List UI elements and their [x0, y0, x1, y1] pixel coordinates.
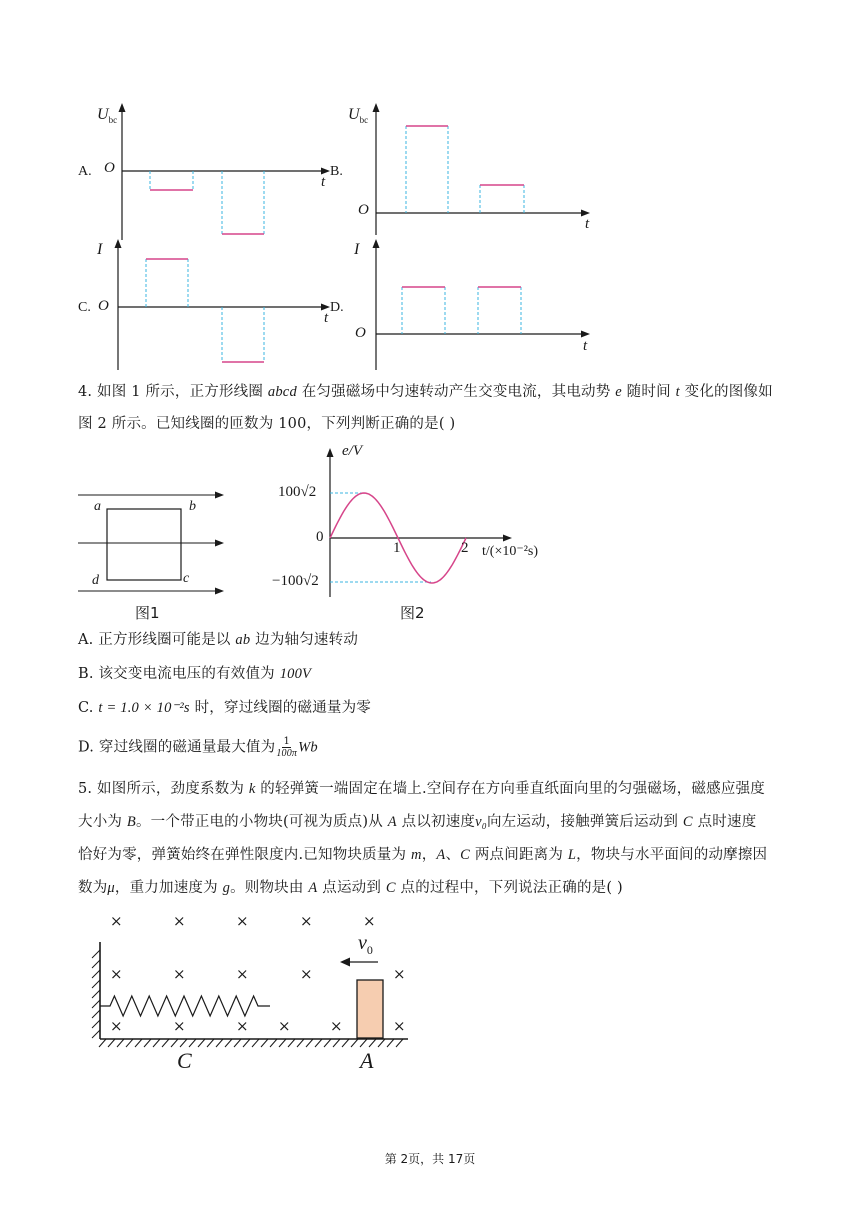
q4-option-b: B. 该交变电流电压的有效值为 100V — [78, 666, 312, 682]
graph-d-pulses — [402, 287, 521, 334]
ground-hatching — [99, 1039, 403, 1047]
q4-option-d: D. 穿过线圈的磁通量最大值为 $\frac{1}{100\pi}$ Wb — [78, 736, 318, 759]
q4-figure2 — [300, 442, 540, 602]
graph-c-origin: O — [98, 298, 109, 314]
wall-hatching — [92, 950, 100, 1038]
coil-label-a: a — [94, 499, 101, 514]
fig2-origin: 0 — [316, 529, 324, 545]
square-coil — [107, 509, 181, 580]
coil-label-d: d — [92, 573, 99, 588]
block — [357, 980, 383, 1038]
graph-d-ylabel: I — [354, 241, 360, 258]
q4-stem-line1: 4. 如图 1 所示，正方形线圈 abcd 在匀强磁场中匀速转动产生交变电流，其电动势 e 随时间 t 变化的图像如 — [78, 384, 773, 400]
graph-b-ylabel: $U_{bc}$ — [348, 106, 369, 126]
graph-b-xlabel: t — [585, 216, 590, 232]
v0-label: $v_0$ — [358, 932, 373, 957]
option-d-letter: D. — [330, 300, 344, 315]
field-cross: × — [173, 1017, 186, 1035]
field-cross: × — [300, 912, 313, 930]
graph-a-ylabel: $U_{bc}$ — [97, 106, 118, 126]
fig2-ytick-neg: −100√2 — [272, 573, 319, 589]
option-b-letter: B. — [330, 164, 343, 179]
graph-b-pulses — [406, 126, 524, 213]
graph-c-pulses — [146, 259, 264, 362]
figure1-caption: 图1 — [135, 604, 160, 622]
fig2-xtick-1: 1 — [393, 540, 401, 556]
field-cross: × — [363, 912, 376, 930]
coil-label-b: b — [189, 499, 196, 514]
option-a-letter: A. — [78, 164, 92, 179]
fig2-xlabel: t/(×10⁻²s) — [482, 544, 539, 559]
graph-a — [90, 100, 340, 250]
graph-c — [90, 236, 340, 374]
field-cross: × — [330, 1017, 343, 1035]
graph-b-origin: O — [358, 202, 369, 218]
graph-a-pulses — [150, 171, 264, 234]
field-cross: × — [110, 912, 123, 930]
field-cross: × — [173, 912, 186, 930]
field-cross: × — [110, 965, 123, 983]
q4-figure1 — [78, 480, 228, 600]
graph-c-ylabel: I — [97, 241, 103, 258]
q4-option-c: C. t = 1.0 × 10⁻²s 时，穿过线圈的磁通量为零 — [78, 700, 371, 716]
spring — [100, 996, 270, 1016]
field-cross: × — [236, 965, 249, 983]
page-footer: 第 2页，共 17页 — [384, 1152, 476, 1166]
flux-fraction: $\frac{1}{100\pi}$ — [276, 736, 298, 759]
point-a-label: A — [360, 1048, 374, 1073]
field-cross: × — [236, 912, 249, 930]
q5-line3: 恰好为零，弹簧始终在弹性限度内.已知物块质量为 m，A、C 两点间距离为 L，物块与水平面间的动摩擦因 — [78, 847, 768, 863]
q4-option-a: A. 正方形线圈可能是以 ab 边为轴匀速转动 — [78, 632, 359, 648]
q5-line2: 大小为 B。一个带正电的小物块(可视为质点)从 A 点以初速度v₀向左运动，接触弹簧后运动到 C 点时速度 — [78, 814, 757, 830]
graph-a-origin: O — [104, 160, 115, 176]
fig2-xtick-2: 2 — [461, 540, 469, 556]
field-cross: × — [110, 1017, 123, 1035]
graph-b — [340, 100, 600, 240]
field-cross: × — [393, 965, 406, 983]
q5-line4: 数为μ，重力加速度为 g。则物块由 A 点运动到 C 点的过程中，下列说法正确的是( ) — [78, 880, 623, 896]
graph-a-y-arrow — [119, 103, 126, 112]
fig2-ytick-pos: 100√2 — [278, 484, 317, 500]
point-c-label: C — [177, 1048, 192, 1073]
velocity-arrowhead — [340, 958, 350, 967]
q5-figure — [90, 912, 420, 1082]
coil-label-c: c — [183, 571, 190, 586]
fig2-ylabel: e/V — [342, 443, 362, 459]
graph-d — [340, 236, 600, 374]
field-cross: × — [278, 1017, 291, 1035]
option-c-letter: C. — [78, 300, 91, 315]
field-cross: × — [236, 1017, 249, 1035]
field-cross: × — [173, 965, 186, 983]
graph-a-xlabel: t — [321, 174, 326, 190]
graph-c-xlabel: t — [324, 310, 329, 326]
field-cross: × — [300, 965, 313, 983]
q5-line1: 5. 如图所示，劲度系数为 k 的轻弹簧一端固定在墙上.空间存在方向垂直纸面向里的匀强磁场，磁感应强度 — [78, 781, 765, 797]
field-cross: × — [393, 1017, 406, 1035]
graph-d-origin: O — [355, 325, 366, 341]
figure2-caption: 图2 — [400, 604, 425, 622]
q4-stem-line2: 图 2 所示。已知线圈的匝数为 100，下列判断正确的是( ) — [78, 416, 456, 432]
graph-d-xlabel: t — [583, 338, 588, 354]
